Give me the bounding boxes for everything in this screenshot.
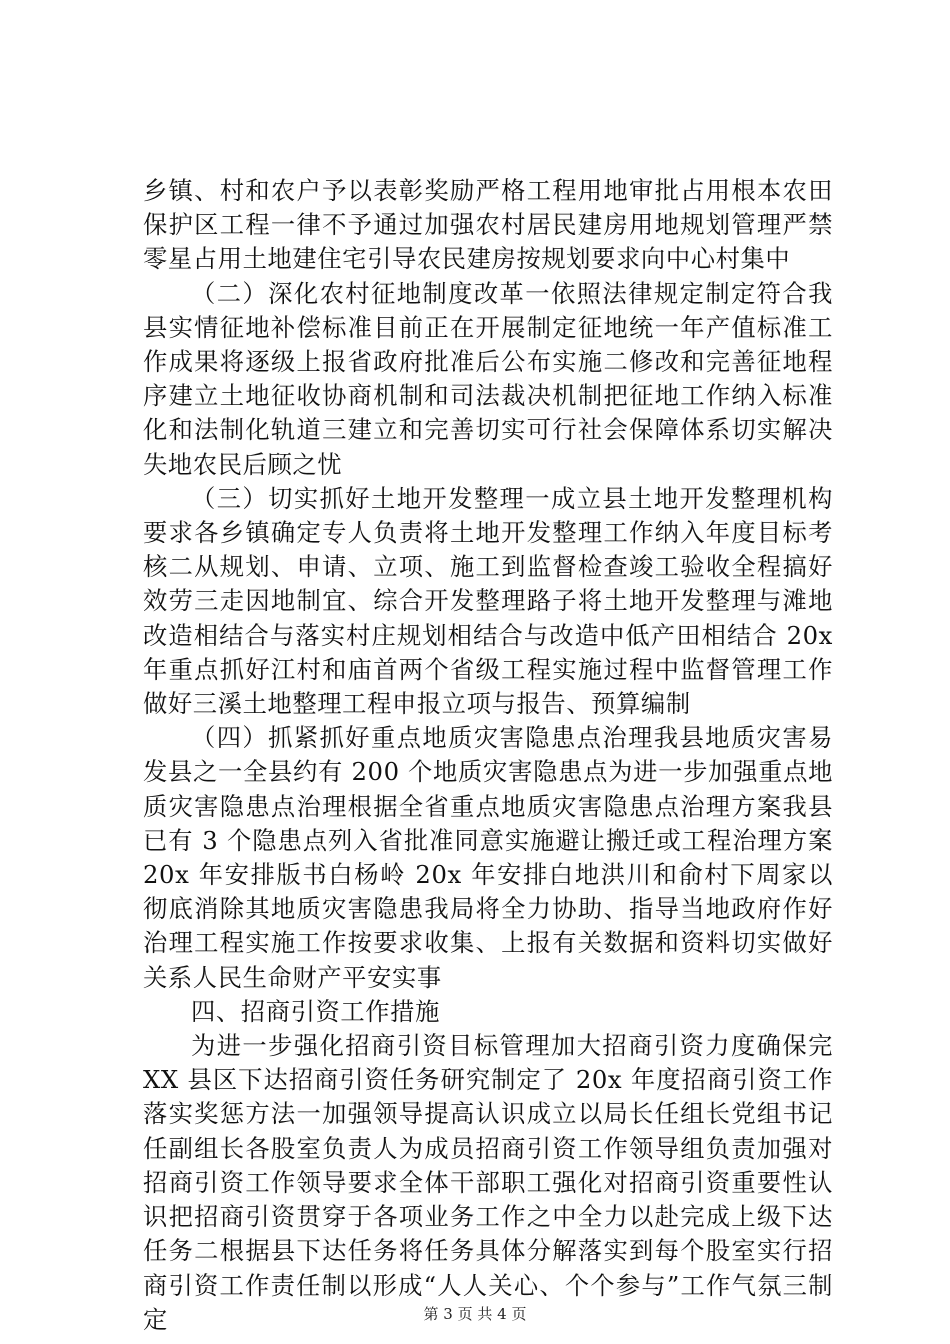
paragraph-1: 乡镇、村和农户予以表彰奖励严格工程用地审批占用根本农田保护区工程一律不予通过加强农村居民建房用地规划管理严禁零星占用土地建住宅引导农民建房按规划要求向中心村集中 — [143, 176, 833, 274]
paragraph-5: 为进一步强化招商引资目标管理加大招商引资力度确保完 XX 县区下达招商引资任务研究制定了 20x 年度招商引资工作落实奖惩方法一加强领导提高认识成立以局长任组长党组书记任副组长各股室负责人为成员招商引资工作领导组负责加强对招商引资工作领导要求全体干部职工强化对招商引资重要性认识把招商引资贯穿于各项业务工作之中全力以赴完成上级下达任务二根据县下达任务将任务具体分解落实到每个股室实行招商引资工作责任制以形成“人人关心、个个参与”工作气氛三制定 — [143, 1031, 833, 1334]
paragraph-4: （四）抓紧抓好重点地质灾害隐患点治理我县地质灾害易发县之一全县约有 200 个地质灾害隐患点为进一步加强重点地质灾害隐患点治理根据全省重点地质灾害隐患点治理方案我县已有 3 个隐患点列入省批准同意实施避让搬迁或工程治理方案 20x 年安排版书白杨岭 20x 年安排白地洪川和俞村下周家以彻底消除其地质灾害隐患我局将全力协助、指导当地政府作好治理工程实施工作按要求收集、上报有关数据和资料切实做好关系人民生命财产平安实事 — [143, 723, 833, 992]
paragraph-3: （三）切实抓好土地开发整理一成立县土地开发整理机构要求各乡镇确定专人负责将土地开发整理工作纳入年度目标考核二从规划、申请、立项、施工到监督检查竣工验收全程搞好效劳三走因地制宜、综合开发整理路子将土地开发整理与滩地改造相结合与落实村庄规划相结合与改造中低产田相结合 20x 年重点抓好江村和庙首两个省级工程实施过程中监督管理工作做好三溪土地整理工程申报立项与报告、预算编制 — [143, 483, 833, 719]
document-body — [143, 174, 833, 1337]
page-number-footer: 第 3 页 共 4 页 — [423, 1305, 527, 1323]
section-heading: 四、招商引资工作措施 — [191, 996, 440, 1026]
paragraph-2: （二）深化农村征地制度改革一依照法律规定制定符合我县实情征地补偿标准目前正在开展制定征地统一年产值标准工作成果将逐级上报省政府批准后公布实施二修改和完善征地程序建立土地征收协商机制和司法裁决机制把征地工作纳入标准化和法制化轨道三建立和完善切实可行社会保障体系切实解决失地农民后顾之忧 — [143, 278, 833, 479]
